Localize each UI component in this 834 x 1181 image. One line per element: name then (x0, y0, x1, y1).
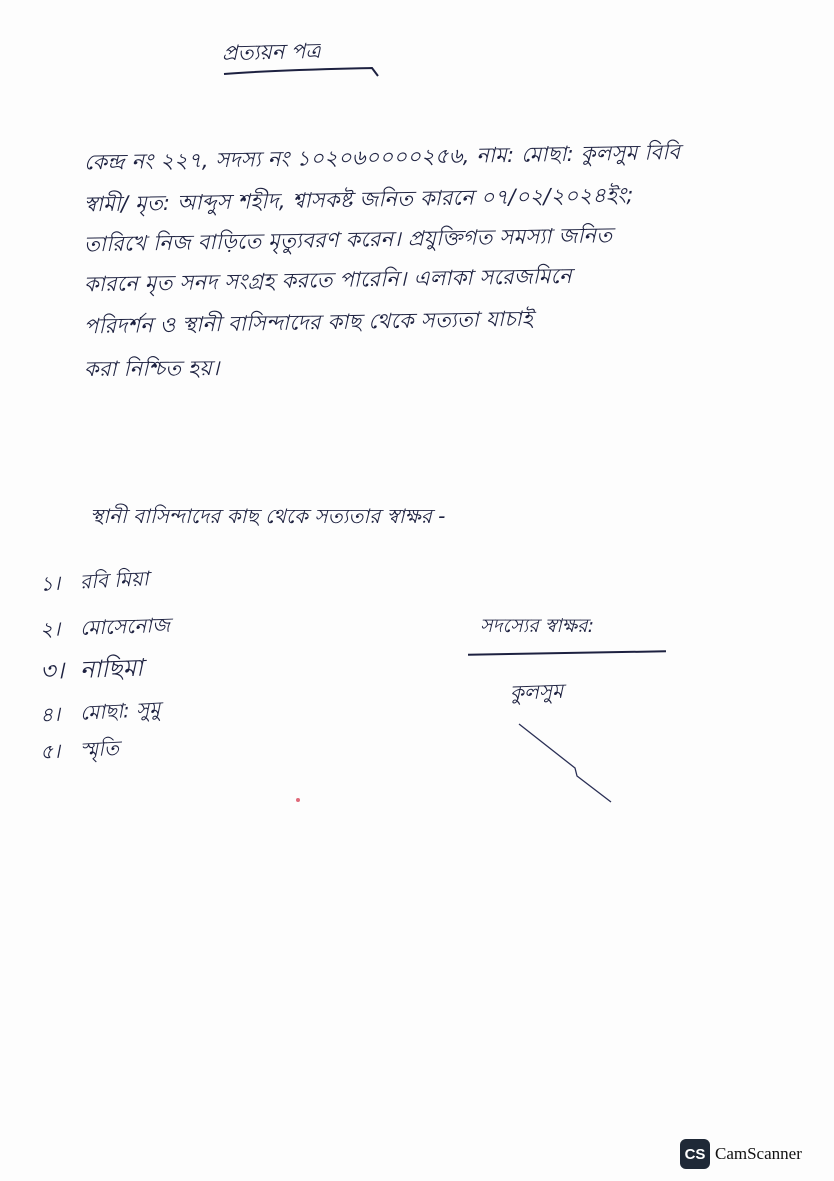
witness-name: নাছিমা (79, 653, 144, 684)
document-title: প্রত্যয়ন পত্র (221, 38, 322, 66)
body-line: স্বামী/ মৃত: আব্দুস শহীদ, শ্বাসকষ্ট জনিত কারনে ০৭/০২/২০২৪ইং; (83, 182, 634, 217)
signature-stroke (515, 720, 625, 810)
signature-line (468, 650, 666, 655)
body-line: করা নিশ্চিত হয়। (83, 356, 220, 382)
witness-number: ১। (39, 570, 61, 596)
body-line: পরিদর্শন ও স্থানী বাসিন্দাদের কাছ থেকে সত্যতা যাচাই (83, 306, 534, 339)
body-line: তারিখে নিজ বাড়িতে মৃত্যুবরণ করেন। প্রযুক্তিগত সমস্যা জনিত (83, 223, 613, 257)
member-signature: কুলসুম (509, 678, 564, 705)
witness-name: রবি মিয়া (79, 566, 150, 594)
witness-number: ৩। (39, 656, 65, 686)
witness-name: মোসেনোজ (79, 612, 171, 640)
witness-number: ৫। (39, 738, 61, 764)
ink-speck (296, 798, 300, 802)
witness-number: ৪। (39, 701, 61, 727)
witness-name: স্মৃতি (79, 735, 120, 762)
camscanner-text: CamScanner (715, 1144, 802, 1163)
witness-heading: স্থানী বাসিন্দাদের কাছ থেকে সত্যতার স্বাক্ষর - (90, 504, 446, 528)
title-underline (222, 66, 382, 78)
witness-name: মোছা: সুমু (79, 696, 161, 725)
camscanner-logo-icon: CS (680, 1139, 710, 1169)
camscanner-watermark (680, 1138, 802, 1170)
witness-number: ২। (39, 616, 61, 642)
witness-item (39, 643, 340, 693)
witness-item (39, 554, 340, 603)
member-signature-label: সদস্যের স্বাক্ষর: (480, 615, 595, 637)
body-line: কেন্দ্র নং ২২৭, সদস্য নং ১০২০৬০০০০২৫৬, নাম: মোছা: কুলসুম বিবি (83, 139, 681, 175)
body-line: কারনে মৃত সনদ সংগ্রহ করতে পারেনি। এলাকা সরেজমিনে (83, 263, 572, 297)
witness-item (40, 605, 341, 648)
